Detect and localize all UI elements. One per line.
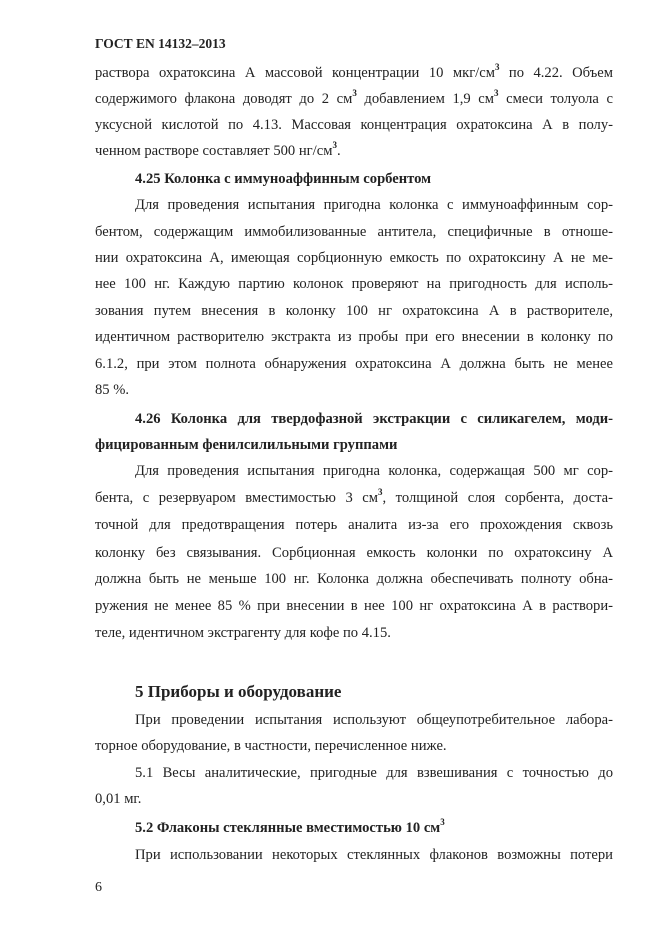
section-4-26-heading-cont: фицированным фенилсилильными группами [95,437,398,453]
s425-line-7: 6.1.2, при этом полнота обнаружения охратоксина А должна быть не менее [95,356,613,372]
s426-line-7: теле, идентичном экстрагенту для кофе по 4.15. [95,625,391,641]
text: добавлением 1,9 см [356,91,494,107]
s5-p2-line-1: 5.1 Весы аналитические, пригодные для взвешивания с точностью до [135,765,613,781]
text: 5.2 Флаконы стеклянные вместимостью 10 см [135,820,441,836]
s425-line-8: 85 %. [95,382,130,398]
intro-line-2 [95,89,613,109]
s425-line-1: Для проведения испытания пригодна колонка с иммуноаффинным сор- [135,197,613,213]
superscript: 3 [494,88,499,98]
s5-p1-line-1: При проведении испытания используют общеупотребительное лабора- [135,712,613,728]
s426-line-4: колонку без связывания. Сорбционная емкость колонки по охратоксину А [95,545,613,561]
s426-line-6: ружения не менее 85 % при внесении в нее 100 нг охратоксина А в раствори- [95,598,613,614]
s425-line-6: идентичном растворителю экстракта из пробы при его внесении в колонку по [95,329,613,345]
s426-line-2 [95,488,613,508]
section-4-26-heading: 4.26 Колонка для твердофазной экстракции с силикагелем, моди- [135,411,613,427]
text: по 4.22. Объем [499,65,613,81]
superscript: 3 [352,88,357,98]
superscript: 3 [378,487,383,497]
section-5-2-heading [135,818,445,838]
s425-line-2: бентом, содержащим иммобилизованные антитела, специфичные в отноше- [95,224,613,240]
s5-p2-line-2: 0,01 мг. [95,791,142,807]
s426-line-3: точной для предотвращения потерь аналита из-за его прохождения сквозь [95,517,613,533]
intro-line-4 [95,141,613,161]
intro-line-1 [95,63,613,83]
section-4-25-heading: 4.25 Колонка с иммуноаффинным сорбентом [135,171,432,187]
superscript: 3 [494,62,500,72]
section-5-title: 5 Приборы и оборудование [135,682,342,701]
superscript: 3 [440,817,445,827]
s425-line-4: нее 100 нг. Каждую партию колонок проверяют на пригодность для исполь- [95,276,613,292]
text: раствора охратоксина А массовой концентрации 10 мкг/см [95,65,495,81]
document-header: ГОСТ EN 14132–2013 [95,36,226,51]
text: ченном растворе составляет 500 нг/см [95,143,333,159]
s425-line-5: зования путем внесения в колонку 100 нг охратоксина А в растворителе, [95,303,613,319]
s426-line-5: должна быть не меньше 100 нг. Колонка должна обеспечивать полноту обна- [95,571,613,587]
text: . [336,143,341,159]
page-number: 6 [95,880,102,895]
text: , толщиной слоя сорбента, доста- [382,490,614,506]
s5-p1-line-2: торное оборудование, в частности, перечисленное ниже. [95,738,447,754]
s425-line-3: нии охратоксина А, имеющая сорбционную емкость по охратоксину А не ме- [95,250,613,266]
text: бента, с резервуаром вместимостью 3 см [95,490,379,506]
intro-line-3: уксусной кислотой по 4.13. Массовая концентрация охратоксина А в полу- [95,117,613,133]
text: смеси толуола с [498,91,613,107]
s426-line-1: Для проведения испытания пригодна колонка, содержащая 500 мг сор- [135,463,613,479]
s5-p3-line-1: При использовании некоторых стеклянных флаконов возможны потери [135,847,613,863]
superscript: 3 [332,140,337,150]
text: содержимого флакона доводят до 2 см [95,91,353,107]
